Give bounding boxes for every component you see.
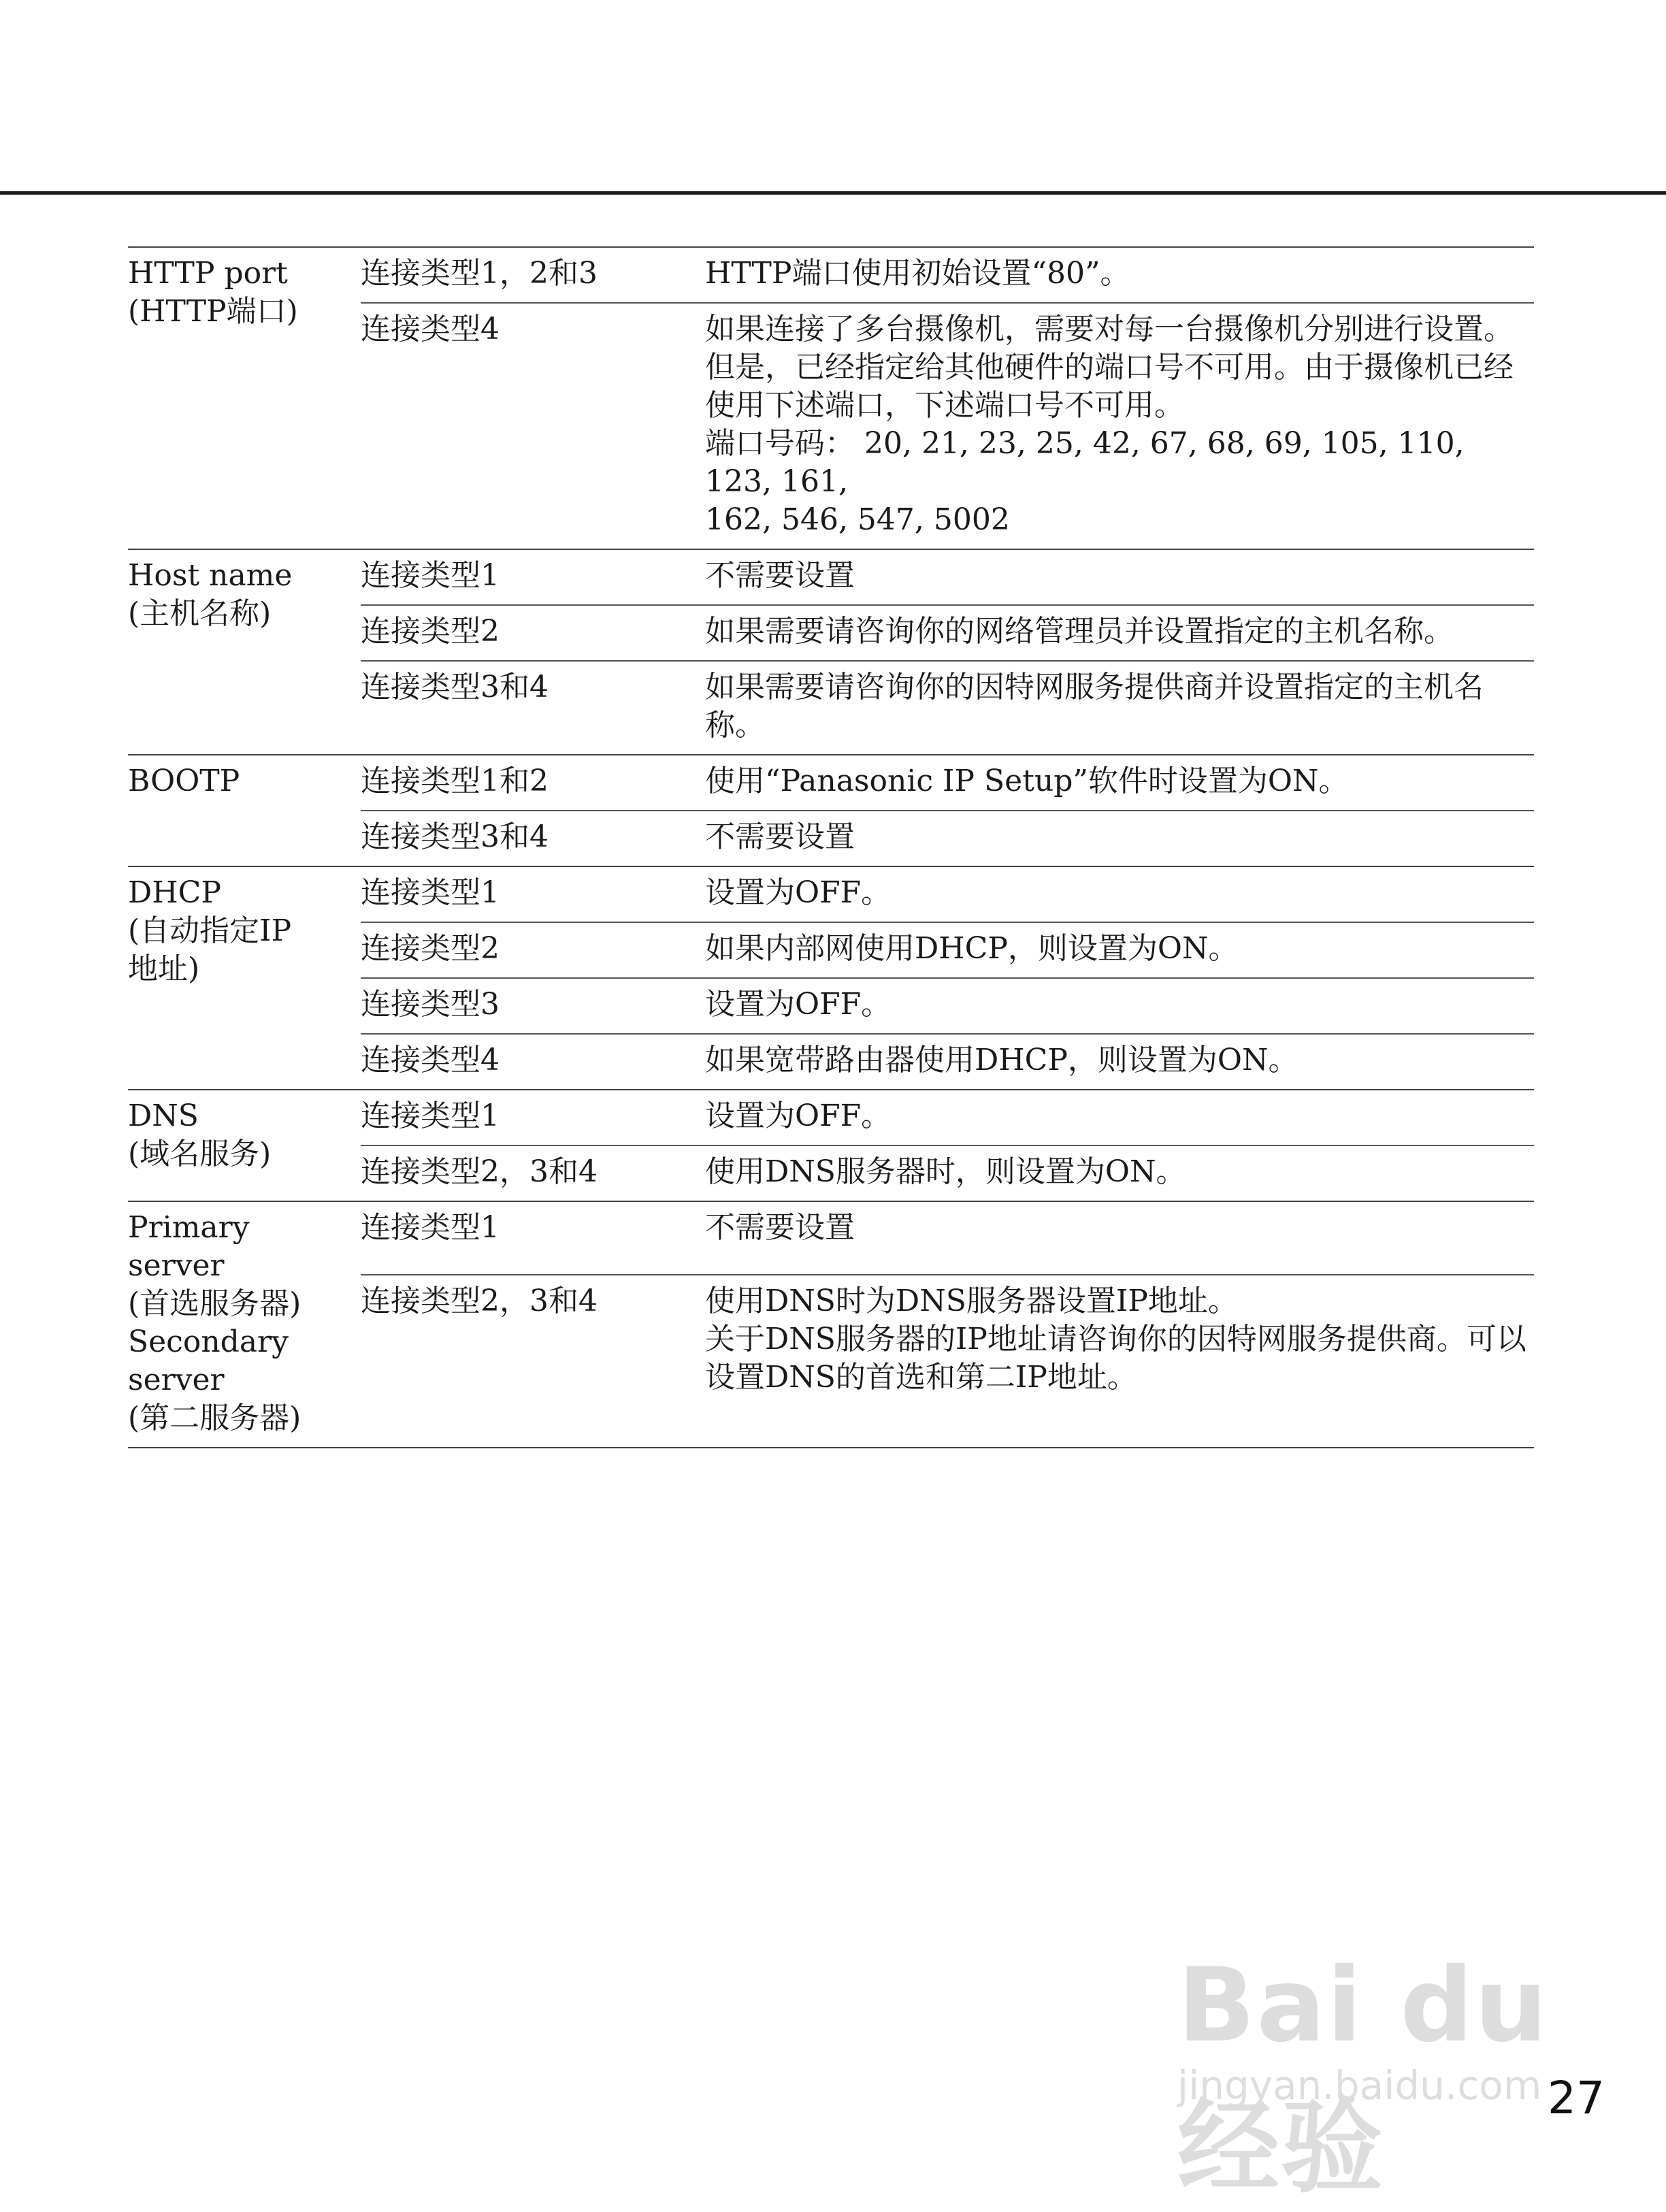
description-cell <box>705 866 1534 922</box>
description-cell <box>705 605 1534 661</box>
description-line: 设置为OFF。 <box>705 875 892 910</box>
setting-name-line: 地址) <box>128 952 200 986</box>
connection-type-cell: 连接类型1 <box>361 866 705 922</box>
description-line: 如果需要请咨询你的网络管理员并设置指定的主机名称。 <box>705 614 1454 649</box>
connection-type-cell: 连接类型4 <box>361 303 705 549</box>
connection-type-cell: 连接类型4 <box>361 1034 705 1090</box>
description-line: 不需要设置 <box>705 558 855 593</box>
connection-type-cell: 连接类型3和4 <box>361 811 705 866</box>
setting-name-line: server <box>128 1363 225 1397</box>
setting-name-cell <box>128 1090 361 1201</box>
setting-name-line: (第二服务器) <box>128 1401 301 1435</box>
description-cell <box>705 978 1534 1034</box>
description-line: 如果内部网使用DHCP，则设置为ON。 <box>705 931 1239 966</box>
connection-type-cell: 连接类型2，3和4 <box>361 1145 705 1201</box>
description-line: 使用下述端口，下述端口号不可用。 <box>705 388 1184 423</box>
connection-type-cell: 连接类型1和2 <box>361 755 705 811</box>
network-settings-table <box>128 246 1534 1448</box>
description-line: 使用DNS服务器时，则设置为ON。 <box>705 1154 1186 1189</box>
description-line: 使用DNS时为DNS服务器设置IP地址。 <box>705 1283 1238 1318</box>
description-line: 关于DNS服务器的IP地址请咨询你的因特网服务提供商。可以 <box>705 1321 1526 1356</box>
setting-name-line: DHCP <box>128 875 221 910</box>
description-line: HTTP端口使用初始设置“80”。 <box>705 256 1130 291</box>
watermark-brand: Bai du 经验 <box>1177 1947 1549 2207</box>
connection-type-cell: 连接类型1，2和3 <box>361 247 705 303</box>
description-cell <box>705 811 1534 866</box>
setting-name-line: HTTP port <box>128 256 288 291</box>
description-line: 162, 546, 547, 5002 <box>705 502 1010 537</box>
description-cell <box>705 661 1534 755</box>
setting-name-line: (域名服务) <box>128 1137 272 1171</box>
description-cell <box>705 1201 1534 1275</box>
setting-name-line: (HTTP端口) <box>128 294 298 329</box>
description-line: 但是，已经指定给其他硬件的端口号不可用。由于摄像机已经 <box>705 350 1514 385</box>
watermark-url: jingyan.baidu.com <box>1177 2062 1542 2109</box>
setting-name-cell <box>128 247 361 549</box>
connection-type-cell: 连接类型1 <box>361 549 705 605</box>
description-cell <box>705 1034 1534 1090</box>
description-cell <box>705 247 1534 303</box>
table-row <box>128 755 1534 811</box>
description-line: 使用“Panasonic IP Setup”软件时设置为ON。 <box>705 764 1349 798</box>
connection-type-cell: 连接类型2，3和4 <box>361 1275 705 1448</box>
description-cell <box>705 549 1534 605</box>
description-line: 设置DNS的首选和第二IP地址。 <box>705 1359 1137 1395</box>
description-cell <box>705 303 1534 549</box>
table-row <box>128 549 1534 605</box>
table-row <box>128 866 1534 922</box>
setting-name-line: (主机名称) <box>128 596 272 631</box>
setting-name-line: BOOTP <box>128 764 240 798</box>
setting-name-line: (自动指定IP <box>128 913 292 948</box>
table-row <box>128 1090 1534 1145</box>
table-body <box>128 247 1534 1448</box>
page-number: 27 <box>1548 2072 1605 2124</box>
description-line: 设置为OFF。 <box>705 1099 892 1133</box>
description-cell <box>705 1275 1534 1448</box>
table-row <box>128 247 1534 303</box>
description-line: 如果宽带路由器使用DHCP，则设置为ON。 <box>705 1043 1298 1077</box>
setting-name-cell <box>128 755 361 866</box>
connection-type-cell: 连接类型1 <box>361 1090 705 1145</box>
description-cell <box>705 1090 1534 1145</box>
connection-type-cell: 连接类型1 <box>361 1201 705 1275</box>
setting-name-line: Primary server <box>128 1210 250 1283</box>
description-line: 不需要设置 <box>705 1210 855 1245</box>
description-line: 端口号码： 20, 21, 23, 25, 42, 67, 68, 69, 105, 110, 123, 161, <box>705 426 1465 499</box>
connection-type-cell: 连接类型2 <box>361 605 705 661</box>
connection-type-cell: 连接类型3和4 <box>361 661 705 755</box>
description-line: 如果连接了多台摄像机，需要对每一台摄像机分别进行设置。 <box>705 312 1514 346</box>
connection-type-cell: 连接类型3 <box>361 978 705 1034</box>
setting-name-line: Host name <box>128 558 293 593</box>
description-line: 不需要设置 <box>705 819 855 854</box>
setting-name-cell <box>128 549 361 755</box>
table-row <box>128 1201 1534 1275</box>
top-rule <box>0 191 1666 195</box>
description-line: 设置为OFF。 <box>705 987 892 1022</box>
setting-name-line: DNS <box>128 1099 199 1133</box>
description-cell <box>705 755 1534 811</box>
connection-type-cell: 连接类型2 <box>361 922 705 978</box>
description-cell <box>705 1145 1534 1201</box>
setting-name-cell <box>128 1201 361 1448</box>
setting-name-line: (首选服务器) <box>128 1286 301 1321</box>
description-line: 如果需要请咨询你的因特网服务提供商并设置指定的主机名称。 <box>705 670 1484 743</box>
setting-name-cell <box>128 866 361 1090</box>
description-cell <box>705 922 1534 978</box>
setting-name-line: Secondary <box>128 1324 289 1359</box>
